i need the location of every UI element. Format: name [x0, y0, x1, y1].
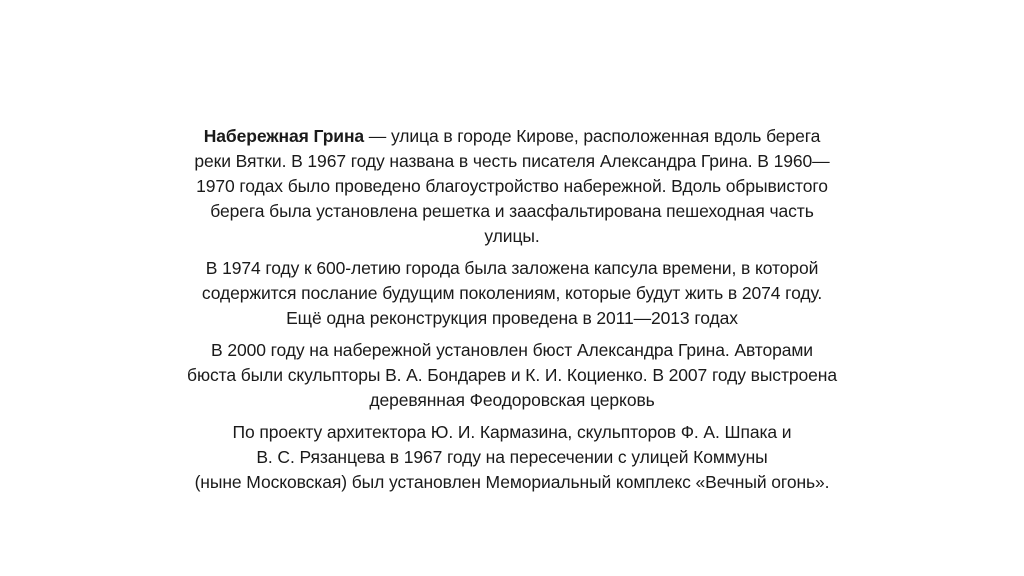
text-line: берега была установлена решетка и заасфальтирована пешеходная часть — [210, 201, 814, 221]
paragraph-2 — [120, 256, 904, 331]
text-line: (ныне Московская) был установлен Мемориальный комплекс «Вечный огонь». — [194, 472, 830, 492]
text-line: 1970 годах было проведено благоустройство набережной. Вдоль обрывистого — [196, 176, 828, 196]
text-line: В 2000 году на набережной установлен бюст Александра Грина. Авторами — [210, 340, 813, 360]
text-line: деревянная Феодоровская церковь — [369, 390, 655, 410]
text-line: содержится послание будущим поколениям, которые будут жить в 2074 году. — [201, 283, 823, 303]
text-line: Ещё одна реконструкция проведена в 2011—2013 годах — [286, 308, 738, 328]
text-line: улицы. — [484, 226, 540, 246]
term-bold: Набережная Грина — [203, 126, 365, 146]
text-line: бюста были скульпторы В. А. Бондарев и К. И. Коциенко. В 2007 году выстроена — [187, 365, 837, 385]
text-block — [120, 124, 904, 495]
text-line: В. С. Рязанцева в 1967 году на пересечении с улицей Коммуны — [256, 447, 768, 467]
paragraph-1 — [120, 124, 904, 249]
text-line: реки Вятки. В 1967 году названа в честь писателя Александра Грина. В 1960— — [194, 151, 830, 171]
paragraph-3 — [120, 338, 904, 413]
text-line: По проекту архитектора Ю. И. Кармазина, скульпторов Ф. А. Шпака и — [232, 422, 792, 442]
text-span: — улица в городе Кирове, расположенная вдоль берега — [364, 126, 821, 146]
paragraph-4 — [120, 420, 904, 495]
text-line — [120, 124, 904, 149]
text-line: В 1974 году к 600-летию города была заложена капсула времени, в которой — [205, 258, 819, 278]
